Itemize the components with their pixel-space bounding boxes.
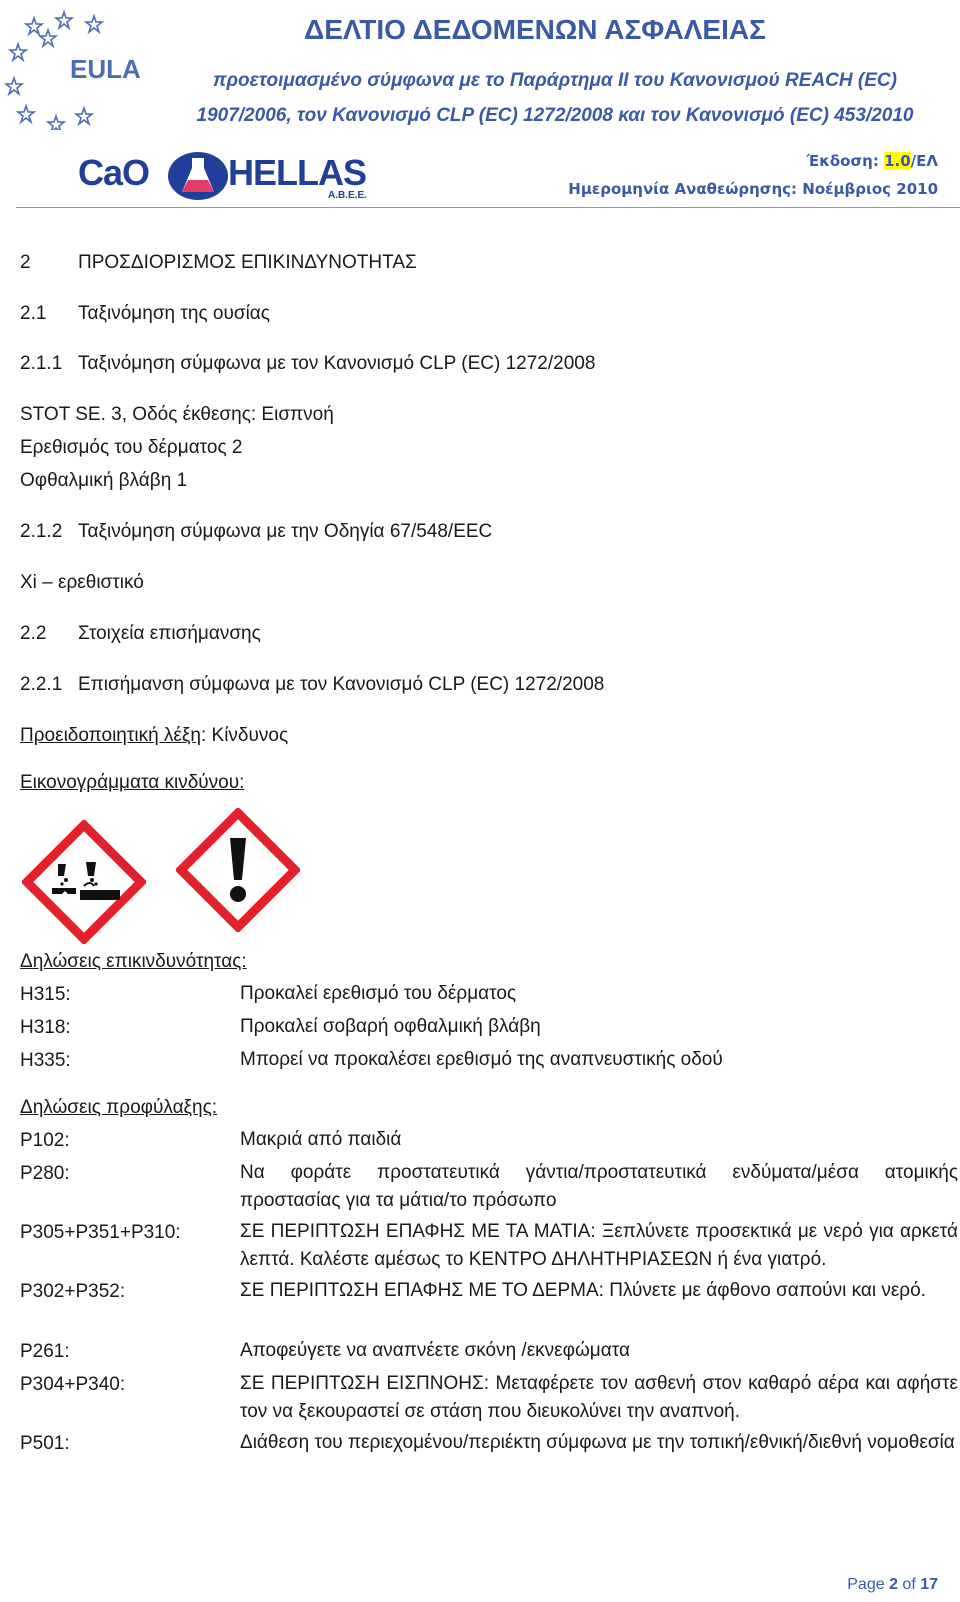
page-of-word: of [897,1576,921,1593]
page-total: 17 [920,1576,938,1593]
precaution-text: Μακριά από παιδιά [240,1129,402,1150]
company-suffix: A.B.E.E. [328,190,367,201]
version-language: /ΕΛ [910,152,938,170]
regulation-subtitle-2: 1907/2006, τον Κανονισμό CLP (EC) 1272/2008 και τον Κανονισμό (EC) 453/2010 [196,105,914,126]
precaution-code: P305+P351+P310: [20,1222,181,1243]
version-number: 1.0 [884,152,911,170]
precaution-code: P102: [20,1130,70,1151]
company-logo [78,152,378,204]
company-name-right: HELLAS [228,152,366,193]
hazard-text: Προκαλεί ερεθισμό του δέρματος [240,983,517,1004]
hazard-statements-label: Δηλώσεις επικινδυνότητας: [20,951,247,972]
subsection-2-1-2-title: Ταξινόμηση σύμφωνα με την Οδηγία 67/548/EEC [78,521,493,542]
hazard-text: Προκαλεί σοβαρή οφθαλμική βλάβη [240,1016,541,1037]
precaution-code: P304+P340: [20,1374,126,1395]
hazard-code: H335: [20,1050,71,1071]
hazard-text: Μπορεί να προκαλέσει ερεθισμό της αναπνευστικής οδού [240,1049,723,1070]
pictograms-label: Εικονογράμματα κινδύνου: [20,772,245,793]
revision-date: Ημερομηνία Αναθεώρησης: Νοέμβριος 2010 [568,180,938,198]
section-number: 2 [20,252,31,273]
subsection-2-1-2-number: 2.1.2 [20,521,63,542]
exclamation-pictogram-icon [176,808,300,932]
precaution-code: P280: [20,1163,70,1184]
page-word: Page [847,1576,890,1593]
hazard-code: H315: [20,984,71,1005]
subsection-2-1-1-number: 2.1.1 [20,353,63,374]
precaution-code: P261: [20,1341,70,1362]
eula-label: EULA [70,54,141,84]
signal-word-value: : Κίνδυνος [200,725,289,746]
signal-word [20,725,288,747]
classification-line: Οφθαλμική βλάβη 1 [20,470,188,491]
subsection-2-1-1-title: Ταξινόμηση σύμφωνα με τον Κανονισμό CLP (EC) 1272/2008 [78,353,596,374]
subsection-2-2-number: 2.2 [20,623,47,644]
precaution-code: P501: [20,1433,70,1454]
precaution-text: Διάθεση του περιεχομένου/περιέκτη σύμφωνα με την τοπική/εθνική/διεθνή νομοθεσία [240,1432,955,1453]
page-indicator [847,1576,938,1594]
version-label: Έκδοση: [806,152,885,170]
signal-word-label: Προειδοποιητική λέξη [20,725,201,746]
subsection-2-1-title: Ταξινόμηση της ουσίας [78,303,270,324]
precaution-code: P302+P352: [20,1281,126,1302]
precaution-text: ΣΕ ΠΕΡΙΠΤΩΣΗ ΕΠΑΦΗΣ ΜΕ ΤΑ ΜΑΤΙΑ: Ξεπλύνετε προσεκτικά με νερό για αρκετά λεπτά. Καλέστε αμέσως το ΚΕΝΤΡΟ ΔΗΛΗΤΗΡΙΑΣΕΩΝ ή ένα γιατρό. [240,1221,958,1270]
page-number: 2 [889,1576,898,1593]
subsection-2-2-title: Στοιχεία επισήμανσης [78,623,261,644]
precaution-text: ΣΕ ΠΕΡΙΠΤΩΣΗ ΕΙΣΠΝΟΗΣ: Μεταφέρετε τον ασθενή στον καθαρό αέρα και αφήστε τον να ξεκουραστεί σε στάση που διευκολύνει την αναπνοή. [240,1373,958,1422]
subsection-2-1-number: 2.1 [20,303,47,324]
precaution-text: ΣΕ ΠΕΡΙΠΤΩΣΗ ΕΠΑΦΗΣ ΜΕ ΤΟ ΔΕΡΜΑ: Πλύνετε με άφθονο σαπούνι και νερό. [240,1280,926,1301]
flask-icon [166,150,230,202]
company-name-left: CaO [78,152,150,193]
section-title: ΠΡΟΣΔΙΟΡΙΣΜΟΣ ΕΠΙΚΙΝΔΥΝΟΤΗΤΑΣ [78,252,417,273]
subsection-2-2-1-number: 2.2.1 [20,674,63,695]
header-divider [16,207,960,208]
regulation-subtitle-1: προετοιμασμένο σύμφωνα με το Παράρτημα II του Κανονισμού REACH (EC) [213,70,897,91]
corrosion-pictogram-icon [22,820,146,944]
subsection-2-2-1-title: Επισήμανση σύμφωνα με τον Κανονισμό CLP (EC) 1272/2008 [78,674,605,695]
precaution-text: Αποφεύγετε να αναπνέετε σκόνη /εκνεφώματα [240,1340,630,1361]
precaution-statements-label: Δηλώσεις προφύλαξης: [20,1097,218,1118]
directive-classification: Xi – ερεθιστικό [20,572,144,593]
document-title: ΔΕΛΤΙΟ ΔΕΔΟΜΕΝΩΝ ΑΣΦΑΛΕΙΑΣ [304,14,766,45]
classification-line: Ερεθισμός του δέρματος 2 [20,437,243,458]
hazard-code: H318: [20,1017,71,1038]
version-info [807,152,938,170]
precaution-text: Να φοράτε προστατευτικά γάντια/προστατευτικά ενδύματα/μέσα ατομικής προστασίας για τα μάτια/το πρόσωπο [240,1162,958,1211]
classification-line: STOT SE. 3, Οδός έκθεσης: Εισπνοή [20,404,334,425]
